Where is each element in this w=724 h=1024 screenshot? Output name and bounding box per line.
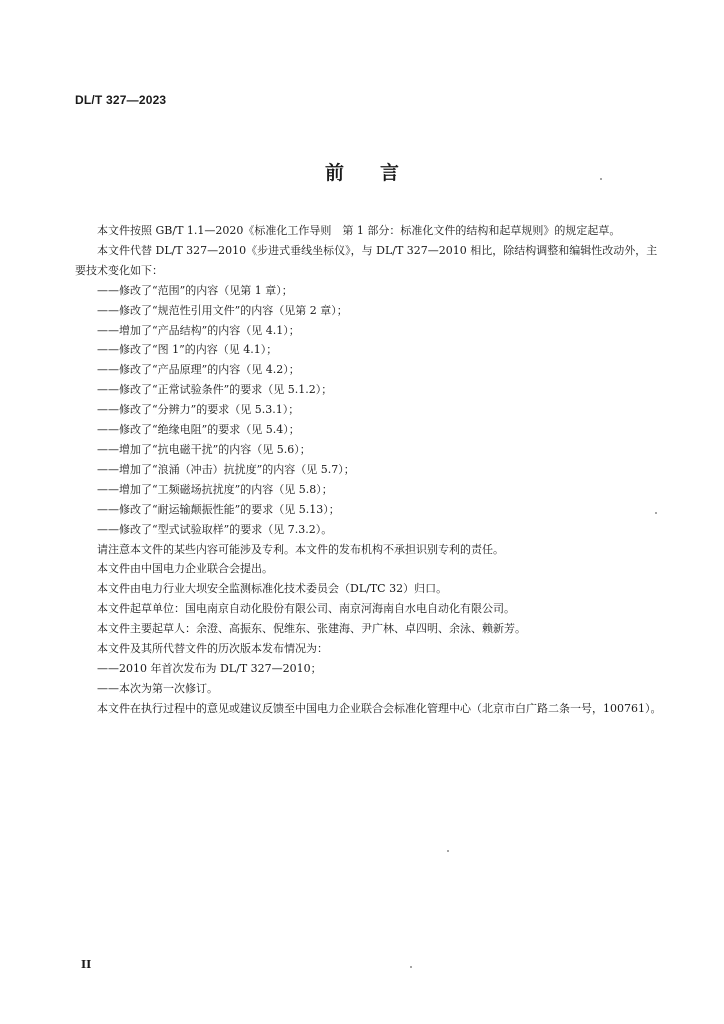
change-item: ——增加了“工频磁场抗扰度”的内容（见 5.8）； bbox=[97, 482, 333, 496]
change-item: ——增加了“抗电磁干扰”的内容（见 5.6）； bbox=[97, 442, 311, 456]
change-item: ——增加了“浪涌（冲击）抗扰度”的内容（见 5.7）； bbox=[97, 462, 355, 476]
patent-notice: 请注意本文件的某些内容可能涉及专利。本文件的发布机构不承担识别专利的责任。 bbox=[97, 542, 504, 556]
scan-speck bbox=[655, 512, 657, 514]
scan-speck bbox=[410, 966, 412, 968]
page-number: II bbox=[81, 958, 92, 971]
foreword-body bbox=[75, 221, 663, 719]
document-code-header: DL/T 327—2023 bbox=[75, 93, 167, 107]
scan-speck bbox=[447, 850, 449, 852]
change-item: ——修改了“绝缘电阻”的要求（见 5.4）； bbox=[97, 423, 300, 437]
change-item: ——修改了“规范性引用文件”的内容（见第 2 章）； bbox=[97, 303, 348, 317]
change-item: ——修改了“范围”的内容（见第 1 章）； bbox=[97, 283, 293, 297]
change-item: ——修改了“产品原理”的内容（见 4.2）； bbox=[97, 363, 300, 377]
change-item: ——修改了“耐运输颠振性能”的要求（见 5.13）； bbox=[97, 502, 340, 516]
page-title: 前言 bbox=[324, 162, 435, 184]
proposer-statement: 本文件由中国电力企业联合会提出。 bbox=[97, 562, 273, 576]
change-item: ——修改了“图 1”的内容（见 4.1）； bbox=[97, 343, 278, 357]
drafting-units: 本文件起草单位：国电南京自动化股份有限公司、南京河海南自水电自动化有限公司。 bbox=[97, 602, 515, 616]
history-item: ——2010 年首次发布为 DL/T 327—2010； bbox=[97, 661, 322, 675]
feedback-statement: 本文件在执行过程中的意见或建议反馈至中国电力企业联合会标准化管理中心（北京市白广路二条一号，100761）。 bbox=[97, 701, 662, 715]
paragraph-drafting-rules: 本文件按照 GB/T 1.1—2020《标准化工作导则 第 1 部分：标准化文件的结构和起草规则》的规定起草。 bbox=[97, 224, 621, 237]
scan-speck bbox=[600, 178, 602, 180]
change-item: ——修改了“型式试验取样”的要求（见 7.3.2）。 bbox=[97, 522, 333, 536]
drafters: 本文件主要起草人：余澄、高振东、倪维东、张建海、尹广林、卓四明、余泳、赖新芳。 bbox=[97, 622, 526, 636]
version-history-intro: 本文件及其所代替文件的历次版本发布情况为： bbox=[97, 642, 328, 656]
change-item: ——修改了“正常试验条件”的要求（见 5.1.2）； bbox=[97, 383, 333, 397]
paragraph-replacement: 本文件代替 DL/T 327—2010《步进式垂线坐标仪》，与 DL/T 327—2010 相比，除结构调整和编辑性改动外，主要技术变化如下： bbox=[75, 243, 658, 277]
committee-statement: 本文件由电力行业大坝安全监测标准化技术委员会（DL/TC 32）归口。 bbox=[97, 582, 448, 596]
change-item: ——修改了“分辨力”的要求（见 5.3.1）； bbox=[97, 403, 300, 417]
history-item: ——本次为第一次修订。 bbox=[97, 681, 218, 695]
change-item: ——增加了“产品结构”的内容（见 4.1）； bbox=[97, 323, 300, 337]
